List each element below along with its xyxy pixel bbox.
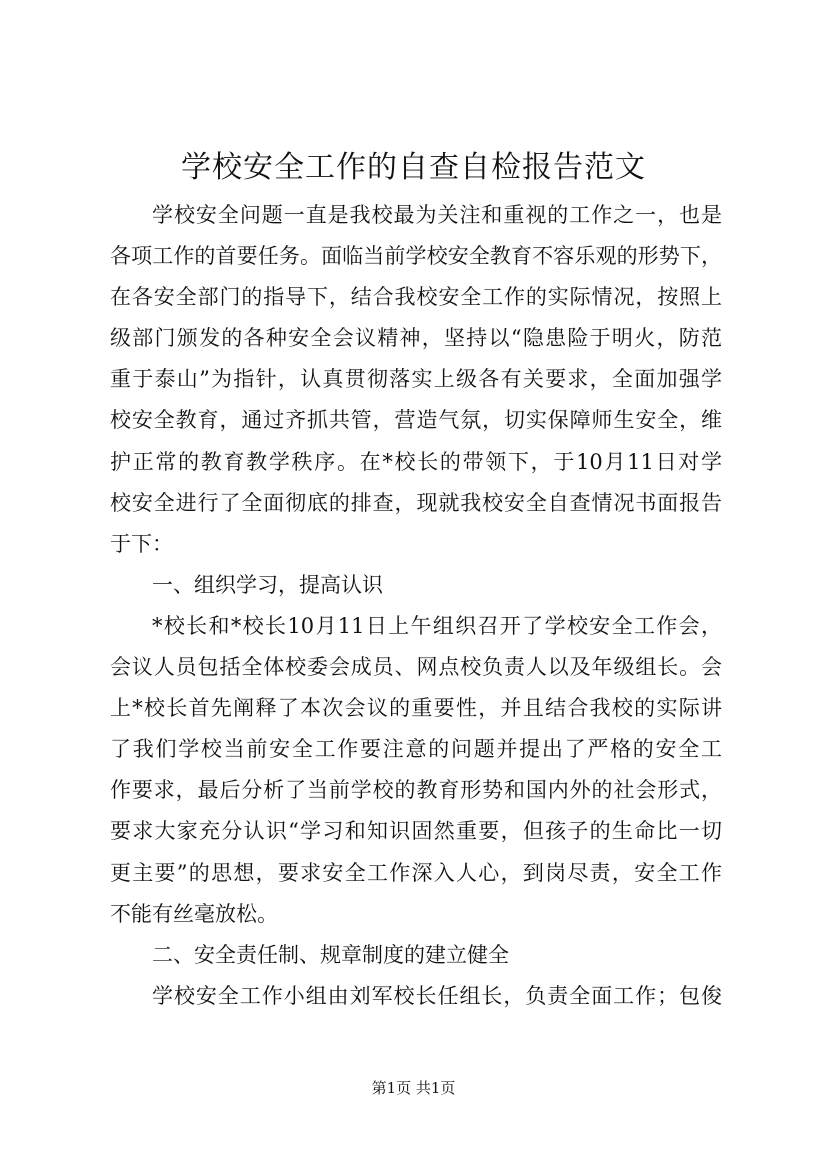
paragraph-line: 作要求，最后分析了当前学校的教育形势和国内外的社会形式， — [110, 778, 722, 803]
paragraph-line: 校安全进行了全面彻底的排查，现就我校安全自查情况书面报告 — [110, 490, 722, 515]
paragraph-line: 学校安全问题一直是我校最为关注和重视的工作之一，也是 — [152, 203, 722, 227]
paragraph-line: 学校安全工作小组由刘军校长任组长，负责全面工作；包俊 — [152, 983, 722, 1008]
paragraph-line: 校安全教育，通过齐抓共管，营造气氛，切实保障师生安全，维 — [110, 408, 722, 433]
paragraph-line: 在各安全部门的指导下，结合我校安全工作的实际情况，按照上 — [110, 285, 722, 310]
paragraph-line: 会议人员包括全体校委会成员、网点校负责人以及年级组长。会 — [110, 655, 722, 680]
paragraph-line: 重于泰山”为指针，认真贯彻落实上级各有关要求，全面加强学 — [110, 367, 722, 392]
paragraph-line: 要求大家充分认识“学习和知识固然重要，但孩子的生命比一切 — [110, 819, 722, 844]
document-body — [110, 195, 722, 1017]
paragraph-line: 了我们学校当前安全工作要注意的问题并提出了严格的安全工 — [110, 737, 722, 762]
paragraph-line: 上*校长首先阐释了本次会议的重要性，并且结合我校的实际讲 — [110, 696, 722, 721]
section-heading: 一、组织学习，提高认识 — [152, 572, 383, 597]
paragraph-line: 于下： — [110, 531, 173, 556]
paragraph-line: 级部门颁发的各种安全会议精神，坚持以“隐患险于明火，防范 — [110, 326, 722, 351]
paragraph-line: 各项工作的首要任务。面临当前学校安全教育不容乐观的形势下， — [110, 244, 722, 269]
paragraph-line: 护正常的教育教学秩序。在*校长的带领下，于10月11日对学 — [110, 449, 722, 474]
page-number-footer: 第1页 共1页 — [371, 1079, 456, 1097]
paragraph-line: 不能有丝毫放松。 — [110, 901, 278, 926]
paragraph-line: 更主要”的思想，要求安全工作深入人心，到岗尽责，安全工作 — [110, 860, 722, 885]
paragraph-line: *校长和*校长10月11日上午组织召开了学校安全工作会， — [152, 613, 722, 638]
section-heading: 二、安全责任制、规章制度的建立健全 — [152, 942, 509, 967]
document-title: 学校安全工作的自查自检报告范文 — [181, 150, 646, 185]
